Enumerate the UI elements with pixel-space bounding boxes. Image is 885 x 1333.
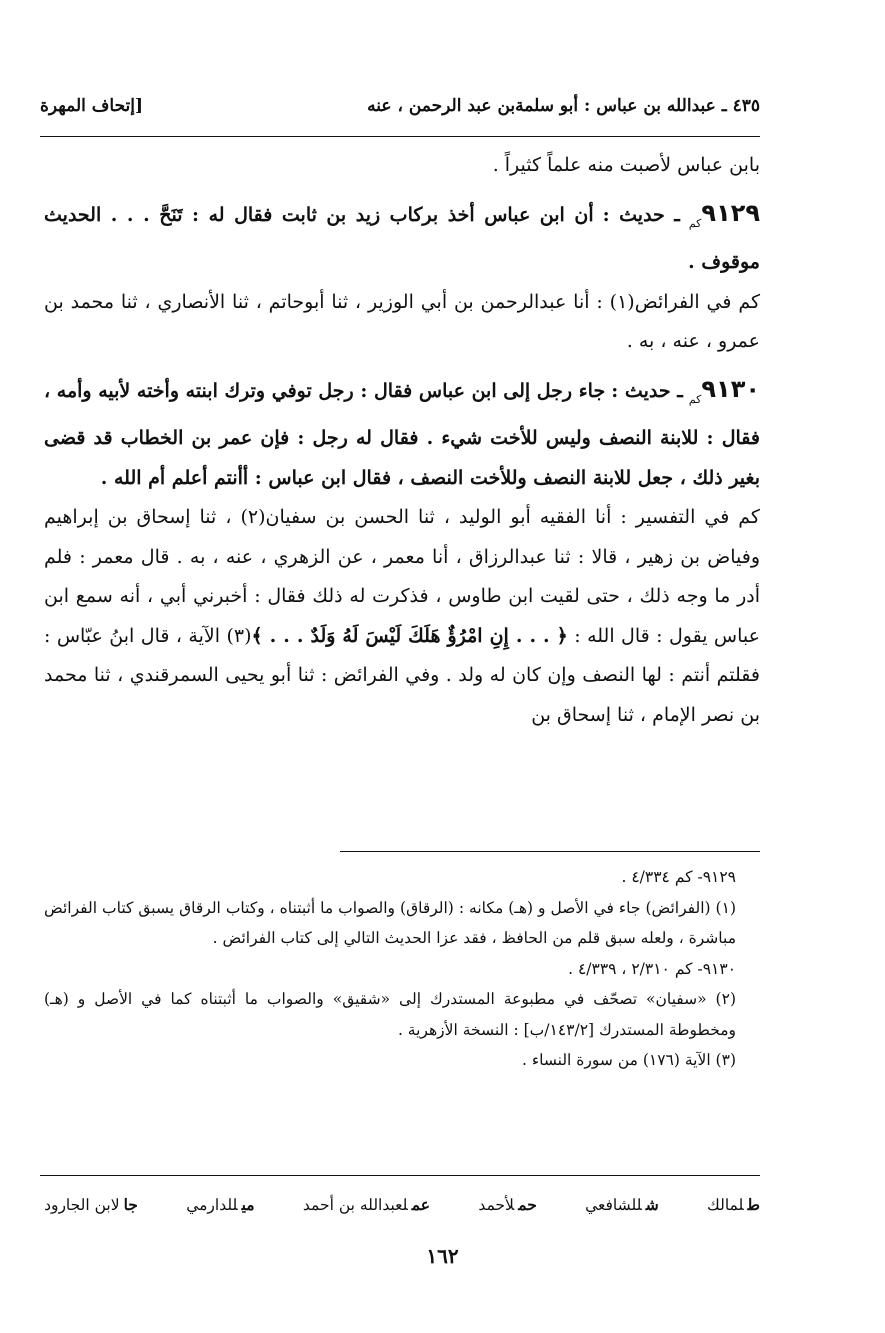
abbreviation-code: عم [411,1194,430,1214]
isnad-text-part2: (٣) الآية ، قال ابنُ عبّاس : فقلتم أنتم : لها النصف وإن كان له ولد . وفي الفرائض : ثنا أبو يحيى السمرقندي ، ثنا محمد بن نصر الإمام ، ثنا إسحاق بن [44,624,760,726]
main-text [44,146,760,735]
isnad-text: كم في الفرائض(١) : أنا عبدالرحمن بن أبي الوزير ، ثنا أبوحاتم ، ثنا الأنصاري ، ثنا محمد بن عمرو ، عنه ، به . [44,290,761,352]
footnote-3: (٣) الآية (١٧٦) من سورة النساء . [521,1051,736,1069]
hadith-text: جاء رجل إلى ابن عباس فقال : رجل توفي وترك ابنته وأخته لأبيه وأمه ، فقال : للابنة النصف وليس للأخت شيء . فقال له رجل : فإن عمر بن الخطاب قد قضى بغير ذلك ، جعل للابنة النصف وللأخت النصف ، فقال ابن عباس : أأنتم أعلم أم الله . [44,379,760,489]
footnote-divider [340,851,760,852]
abbreviation-code: ش [645,1194,659,1214]
header-divider [40,136,760,137]
continuation-paragraph [44,146,760,186]
page-header [40,88,760,124]
abbreviation-name: لعبدالله بن أحمد [302,1195,408,1214]
abbreviation-item [303,1195,430,1214]
abbreviation-item [186,1195,254,1214]
source-mark: كم [688,392,702,406]
isnad-9129 [44,283,760,362]
footnote-2: (٢) «سفيان» تصحّف في مطبوعة المستدرك إلى «شقيق» والصواب ما أثبتناه كما في الأصل و (هـ) ومخطوطة المستدرك [١٤٣/٢/ب] : النسخة الأزهرية . [44,990,736,1039]
hadith-text: أن ابن عباس أخذ بركاب زيد بن ثابت فقال له : تَنَحَّ . . . الحديث موقوف . [44,203,760,273]
continuation-text: بابن عباس لأصبت منه علماً كثيراً . [492,154,760,176]
hadith-label: ـ حديث : [602,203,680,226]
abbreviation-code: حم [518,1194,537,1214]
abbreviation-item [478,1195,536,1214]
footnotes [44,862,760,1076]
abbreviation-name: لمالك [707,1195,744,1214]
running-title: ٤٣٥ ـ عبدالله بن عباس : أبو سلمةبن عبد الرحمن ، عنه [367,96,760,116]
footnote-ref-9129: ٩١٢٩- كم ٤/٣٣٤ . [621,868,736,886]
book-short-title: [إتحاف المهرة [40,96,144,116]
abbreviation-name: لأحمد [478,1195,515,1214]
quran-verse: ﴿ . . . إِنِ امْرُؤٌ هَلَكَ لَيْسَ لَهُ وَلَدٌ . . . ﴾ [251,624,568,647]
abbreviation-code: ط [747,1194,760,1214]
hadith-9130 [44,370,760,499]
hadith-label: ـ حديث : [611,379,683,402]
page-number: ١٦٢ [426,1244,459,1268]
abbreviation-item [707,1195,760,1214]
source-mark: كم [688,216,702,230]
abbreviation-code: مي [241,1194,255,1214]
abbreviation-name: للشافعي [585,1195,642,1214]
abbreviation-name: للدارمي [186,1195,238,1214]
abbreviation-divider [40,1175,760,1176]
footnote-ref-9130: ٩١٣٠- كم ٢/٣١٠ ، ٤/٣٣٩ . [568,959,736,978]
isnad-9130 [44,498,760,735]
abbreviation-key [44,1186,760,1222]
abbreviation-name: لابن الجارود [44,1195,120,1214]
abbreviation-item [44,1195,138,1214]
abbreviation-item [585,1195,659,1214]
footnote-1: (١) (الفرائض) جاء في الأصل و (هـ) مكانه : (الرقاق) والصواب ما أثبتناه ، وكتاب الرقاق يسبق كتاب الفرائض مباشرة ، ولعله سبق قلم من الحافظ ، فقد عزا الحديث التالي إلى كتاب الفرائض . [44,898,736,947]
hadith-number: ٩١٢٩ [701,198,761,227]
hadith-number: ٩١٣٠ [701,374,760,403]
hadith-9129 [44,194,760,283]
isnad-text-part1: كم في التفسير : أنا الفقيه أبو الوليد ، ثنا الحسن بن سفيان(٢) ، ثنا إسحاق بن إبراهيم وفياض بن زهير ، قالا : ثنا عبدالرزاق ، أنا معمر ، عن الزهري ، عنه ، به . قال معمر : فلم أدر ما وجه ذلك ، حتى لقيت ابن طاوس ، فذكرت له ذلك فقال : أخبرني أبي ، أنه سمع ابن عباس يقول : قال الله : [44,506,760,647]
abbreviation-code: جا [123,1194,138,1214]
